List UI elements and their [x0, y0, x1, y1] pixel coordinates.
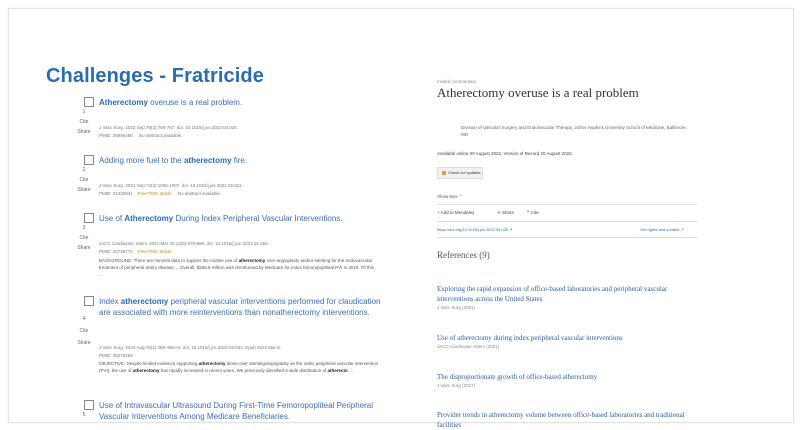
reference-title-link[interactable]: Exploring the rapid expansion of office-based laboratories and peripheral vascular interventions across the United States [437, 285, 668, 303]
text-run: overuse is a real problem. [147, 98, 243, 107]
reference-item [437, 284, 699, 310]
result-abstract-snippet [99, 257, 379, 278]
text-run: Adding more fuel to the [99, 156, 184, 165]
highlighted-term: atherectomy [120, 297, 169, 306]
availability-text: Available online 20 August 2022, Version of Record 20 August 2022. [437, 151, 574, 156]
result-title-link[interactable] [99, 296, 389, 318]
share-button[interactable] [497, 210, 514, 216]
reference-item [437, 410, 699, 430]
reference-title-link[interactable]: Provider trends in atherectomy volume between office-based laboratories and traditional facilities [437, 411, 685, 429]
result-title-link[interactable] [99, 155, 389, 166]
cite-button[interactable] [527, 210, 539, 216]
result-pmid[interactable]: PMID: 33736774 [99, 249, 133, 254]
result-number: 5 [82, 412, 86, 418]
highlighted-term: atherectomy [183, 156, 232, 165]
result-citation: J Vasc Surg. 2021 Sep;74(3):1006-1007. doi: 10.1016/j.jvs.2021.02.011. [99, 183, 243, 188]
result-title-link[interactable] [99, 213, 389, 224]
result-number: 4 [82, 316, 86, 322]
free-pmc-badge[interactable]: Free PMC article. [137, 191, 173, 196]
share-label: Share [502, 210, 515, 215]
text-run: fire. [231, 156, 248, 165]
result-number: 2 [82, 167, 86, 173]
search-result [77, 155, 394, 205]
divider [437, 221, 697, 222]
text-run: has rapidly increased in recent years. We previously identified a wide distribution of [159, 368, 328, 373]
cite-button[interactable]: Cite [79, 235, 89, 241]
slide-title: Challenges - Fratricide [46, 65, 264, 87]
result-checkbox[interactable] [84, 296, 94, 306]
text-run: ... [347, 368, 353, 373]
result-note: No abstract available. [139, 133, 183, 138]
result-pmid[interactable]: PMID: 34425941 [99, 191, 133, 196]
slide [8, 8, 794, 429]
search-result [77, 97, 394, 147]
crossmark-icon [442, 171, 446, 175]
result-note: No abstract available. [177, 191, 222, 196]
result-title-link[interactable] [99, 97, 389, 108]
reference-journal: JACC Cardiovasc Interv (2021) [437, 344, 500, 349]
result-checkbox[interactable] [84, 155, 94, 165]
result-checkbox[interactable] [84, 400, 94, 410]
reference-title-link[interactable]: Use of atherectomy during index peripheral vascular interventions [437, 334, 623, 342]
highlighted-term: atherecto [327, 368, 348, 373]
highlighted-term: atherectomy [198, 361, 226, 366]
result-title-link[interactable] [99, 400, 389, 422]
doi-link[interactable]: https://doi.org/10.1016/j.jvs.2022.04.026 ↗ [437, 227, 513, 232]
share-icon: ⋖ [497, 210, 503, 215]
text-run: alone over stenting/angioplasty as the index peripheral vascular intervention (PVI), the use of [99, 361, 379, 373]
result-meta [99, 248, 389, 255]
share-button[interactable]: Share [77, 129, 91, 135]
text-run: Use of [99, 214, 125, 223]
share-button[interactable]: Share [77, 187, 91, 193]
highlighted-term: Atherectomy [124, 214, 174, 223]
text-run: During Index Peripheral Vascular Interventions. [173, 214, 343, 223]
result-checkbox[interactable] [84, 213, 94, 223]
text-run: peripheral vascular interventions performed for claudication are associated with more reinterventions than nonatherectomy interventions. [99, 297, 381, 317]
highlighted-term: atherectomy [238, 258, 266, 263]
result-meta [99, 190, 389, 197]
article-title: Atherectomy overuse is a real problem [437, 85, 639, 100]
reference-item [437, 372, 699, 388]
result-citation: J Vasc Surg. 2022 Sep;76(3):786-787. doi: 10.1016/j.jvs.2022.04.026. [99, 125, 239, 130]
share-button[interactable]: Share [77, 245, 91, 251]
result-pmid[interactable]: PMID: 35995485 [99, 133, 133, 138]
divider [437, 204, 697, 205]
result-citation: JACC Cardiovasc Interv. 2021 Mar 22;14(6):678-688. doi: 10.1016/j.jcin.2021.01.004. [99, 241, 270, 246]
check-updates-button[interactable] [437, 167, 483, 179]
result-pmid[interactable]: PMID: 35276258 [99, 353, 133, 358]
author-affiliation: Division of Vascular Surgery and Endovascular Therapy, Johns Hopkins University School of Medicine, Baltimore, MD [461, 125, 687, 137]
result-meta [99, 132, 389, 139]
share-button[interactable]: Share [77, 340, 91, 346]
highlighted-term: atherectomy [132, 368, 160, 373]
divider [437, 237, 697, 238]
reference-journal: J Vasc Surg (2021) [437, 305, 476, 310]
search-result [77, 296, 394, 396]
result-checkbox[interactable] [84, 97, 94, 107]
references-heading: References (9) [437, 250, 490, 260]
cite-label: Cite [530, 210, 539, 215]
text-run: Use of Intravascular Ultrasound During First-Time Femoropopliteal Peripheral Vascular Interventions Among Medicare Beneficiaries. [99, 401, 374, 421]
result-number: 1 [82, 109, 86, 115]
result-number: 3 [82, 225, 86, 231]
text-run: OBJECTIVE: Despite limited evidence supporting [99, 361, 199, 366]
search-result [82, 400, 394, 430]
cite-button[interactable]: Cite [79, 328, 89, 334]
highlighted-term: Atherectomy [99, 98, 148, 107]
search-result [77, 213, 394, 293]
text-run: BACKGROUND: There are minimal data to support the routine use of [99, 258, 239, 263]
reference-journal: J Vasc Surg (2017) [437, 383, 476, 388]
show-less-toggle[interactable]: Show less ⌃ [437, 194, 463, 199]
text-run: Index [99, 297, 121, 306]
check-updates-label: Check for updates [448, 170, 481, 175]
free-pmc-badge[interactable]: Free PMC article. [137, 249, 173, 254]
article-kicker: Invited commentary [437, 79, 477, 84]
reference-item [437, 333, 699, 349]
rights-link[interactable]: Get rights and content ↗ [640, 227, 684, 232]
add-to-mendeley-button[interactable]: + Add to Mendeley [437, 210, 475, 215]
result-abstract-snippet [99, 360, 379, 374]
text-run: over angioplasty and/or stenting for the endovascular treatment of peripheral artery disease. ...Overall, $266.8 million was reimbursed by Medicare for index femoropopliteal PVI in 2019. Of this, ... [99, 258, 376, 277]
quote-icon: ❞ [527, 210, 531, 215]
reference-title-link[interactable]: The disproportionate growth of office-based atherectomy [437, 373, 598, 381]
cite-button[interactable]: Cite [79, 119, 89, 125]
result-citation: J Vasc Surg. 2022 Aug;76(2):489-498.e4. doi: 10.1016/j.jvs.2022.02.034. Epub 2022 Mar 8. [99, 345, 282, 350]
cite-button[interactable]: Cite [79, 177, 89, 183]
